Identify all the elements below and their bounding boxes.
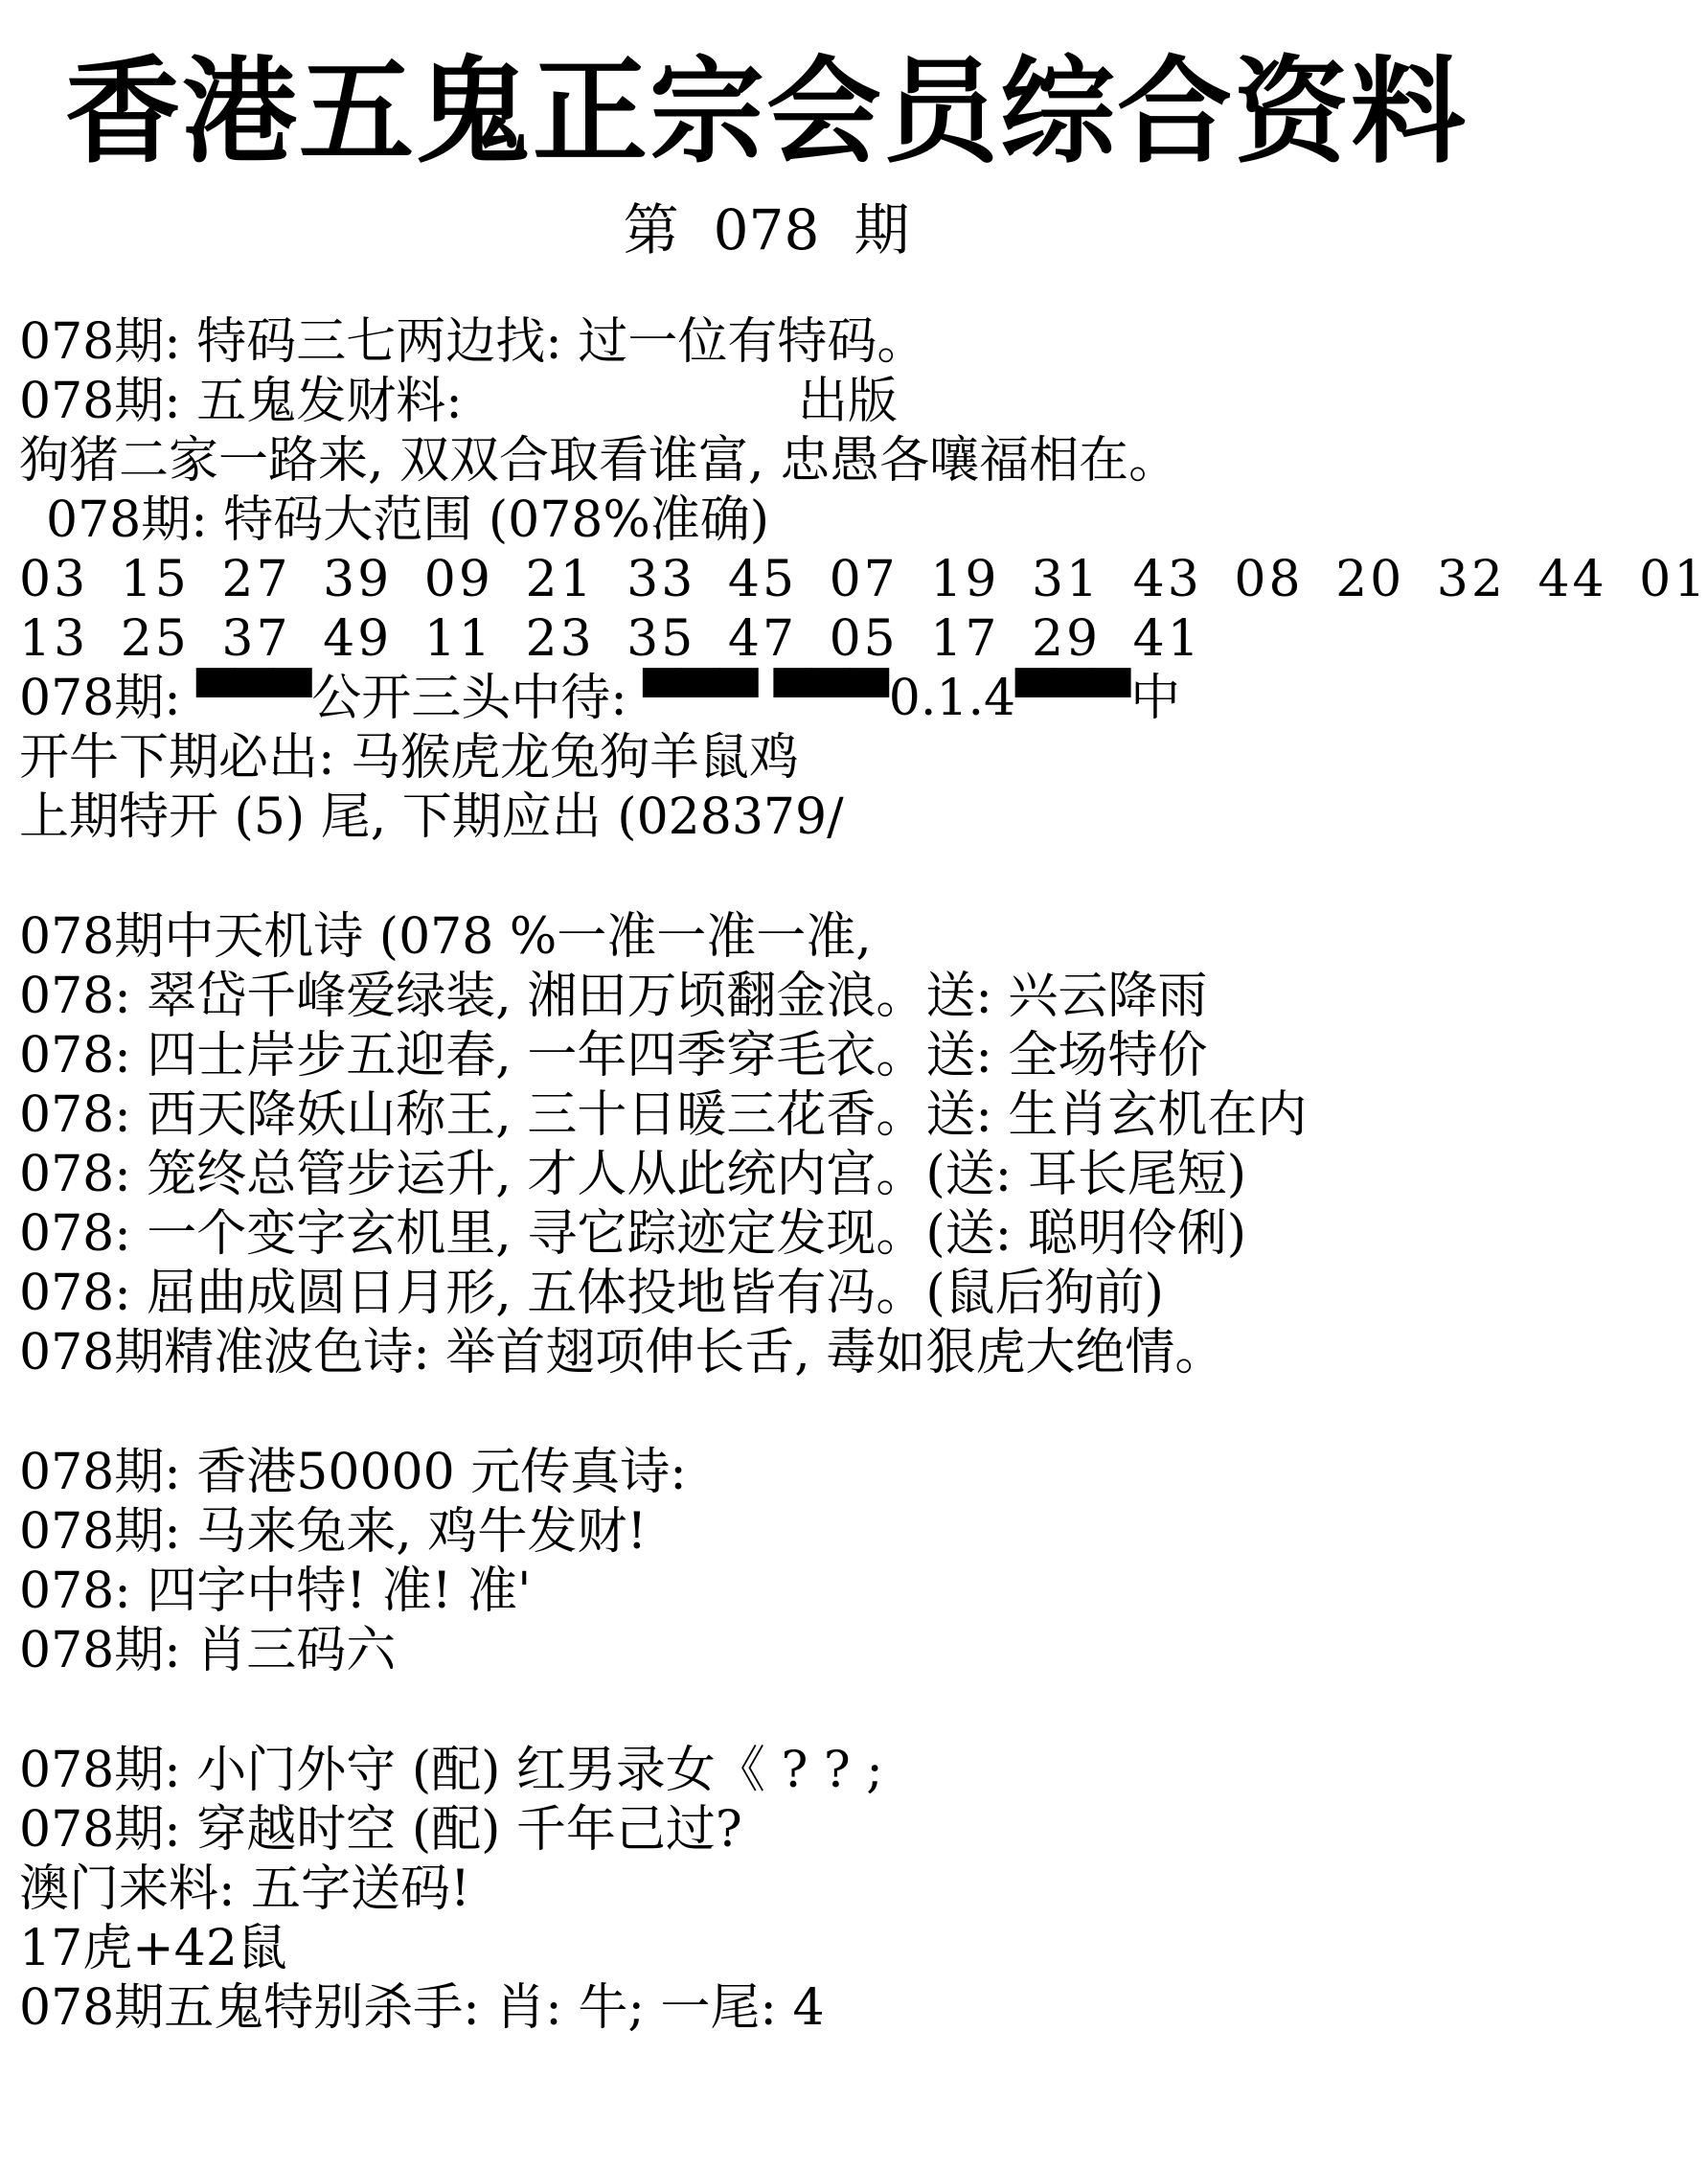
blank-line [19, 1680, 1523, 1741]
blank-line [19, 1382, 1523, 1443]
text-line: 上期特开 (5) 尾, 下期应出 (028379/ [19, 788, 844, 846]
poem-line: 078: 翠岱千峰爱绿装, 湘田万顷翻金浪。送: 兴云降雨 [19, 968, 1208, 1025]
text-line: 078期: 肖三码六 [19, 1622, 397, 1679]
document-body [19, 312, 1708, 2038]
text-line: 078期: 特码大范围 (078%准确) [46, 491, 770, 549]
text-line: 开牛下期必出: 马猴虎龙兔狗羊鼠鸡 [19, 729, 800, 787]
text-line: 078期: 穿越时空 (配) 千年己过? [19, 1801, 742, 1859]
text-line: 078期: 特码三七两边找: 过一位有特码。 [19, 313, 927, 371]
text-line: 078期: 小门外守 (配) 红男录女《 ? ? ; [19, 1742, 883, 1799]
text-line: 狗猪二家一路来, 双双合取看谁富, 忠愚各嚷福相在。 [19, 432, 1179, 490]
poem-line: 078: 西天降妖山称王, 三十日暖三花香。送: 生肖玄机在内 [19, 1086, 1308, 1144]
text-line: 078: 四字中特! 准! 准' [19, 1563, 532, 1620]
page-title: 香港五鬼正宗会员综合资料 [65, 46, 1468, 179]
text-line: 078期: 马来兔来, 鸡牛发财! [19, 1503, 648, 1561]
text-line [19, 372, 1523, 431]
text-line: 078期五鬼特别杀手: 肖: 牛; 一尾: 4 [19, 1979, 825, 2037]
text-line: 078期: 香港50000 元传真诗: [19, 1444, 687, 1501]
text-line: 17虎+42鼠 [19, 1920, 287, 1977]
number-line: 13 25 37 49 11 23 35 47 05 17 29 41 [19, 610, 1202, 668]
poem-line: 078: 笼终总管步运升, 才人从此统内宫。(送: 耳长尾短) [19, 1146, 1246, 1203]
issue-number: 078 [713, 197, 820, 262]
issue-suffix: 期 [854, 197, 910, 262]
text-line-start: 078期: 五鬼发财料: [19, 373, 463, 430]
text-line-end: 出版 [797, 373, 898, 430]
blank-line [19, 847, 1523, 907]
text-line: 078期精准波色诗: 举首翅项伸长舌, 毒如狠虎大绝情。 [19, 1324, 1225, 1381]
text-line: 078期: ▀▀▀公开三头中待: ▀▀▀ ▀▀▀0.1.4▀▀▀中 [19, 670, 1181, 727]
number-line: 03 15 27 39 09 21 33 45 07 19 31 43 08 20 32 44 01 [19, 551, 1708, 608]
issue-prefix: 第 [623, 197, 679, 262]
poem-line: 078: 屈曲成圆日月形, 五体投地皆有冯。(鼠后狗前) [19, 1265, 1164, 1322]
poem-line: 078: 四士岸步五迎春, 一年四季穿毛衣。送: 全场特价 [19, 1027, 1208, 1084]
text-line: 078期中天机诗 (078 %一准一准一准, [19, 908, 872, 966]
issue-heading [0, 196, 1533, 263]
poem-line: 078: 一个变字玄机里, 寻它踪迹定发现。(送: 聪明伶俐) [19, 1205, 1246, 1263]
text-line: 澳门来料: 五字送码! [19, 1860, 470, 1918]
